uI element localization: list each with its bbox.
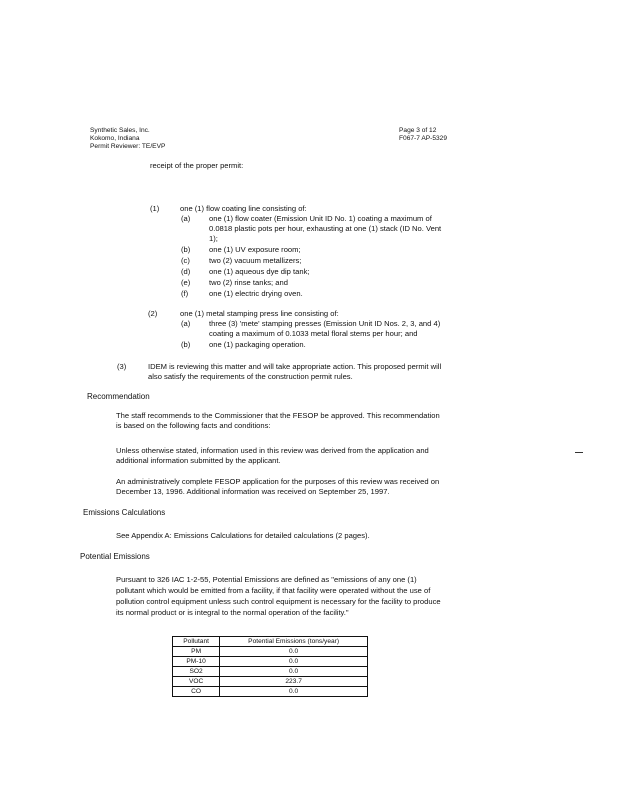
- sub-item-letter: (c): [181, 256, 190, 265]
- sub-item-line: one (1) electric drying oven.: [209, 289, 303, 298]
- table-row: [173, 657, 368, 667]
- section-heading-emissions-calculations: Emissions Calculations: [83, 508, 166, 517]
- sub-item-line: two (2) vacuum metallizers;: [209, 256, 302, 265]
- intro-line: receipt of the proper permit:: [150, 161, 244, 170]
- header-location: Kokomo, Indiana: [90, 135, 140, 142]
- paragraph-line: Unless otherwise stated, information used in this review was derived from the application and: [116, 446, 429, 455]
- paragraph-line: The staff recommends to the Commissioner that the FESOP be approved. This recommendation: [116, 411, 440, 420]
- emissions-cell: 0.0: [220, 687, 368, 697]
- sub-item-letter: (a): [181, 319, 191, 328]
- sub-item-letter: (b): [181, 340, 191, 349]
- emissions-cell: 0.0: [220, 647, 368, 657]
- item-text: one (1) metal stamping press line consisting of:: [180, 309, 339, 318]
- item-text: one (1) flow coating line consisting of:: [180, 204, 307, 213]
- margin-mark: [575, 452, 583, 453]
- emissions-cell: 223.7: [220, 677, 368, 687]
- pollutant-cell: PM-10: [173, 657, 220, 667]
- header-permit-id: F067-7 AP-5329: [399, 135, 448, 142]
- sub-item-line: coating a maximum of 0.1033 metal floral stems per hour; and: [209, 329, 418, 338]
- section-heading-recommendation: Recommendation: [87, 392, 150, 401]
- column-header-potential-emissions: Potential Emissions (tons/year): [220, 637, 368, 647]
- paragraph-line: Pursuant to 326 IAC 1-2-55, Potential Emissions are defined as "emissions of any one (1): [116, 575, 417, 584]
- section-heading-potential-emissions: Potential Emissions: [80, 552, 150, 561]
- pollutant-cell: VOC: [173, 677, 220, 687]
- potential-emissions-table: [172, 636, 368, 697]
- table-row: [173, 677, 368, 687]
- item-number: (2): [148, 309, 158, 318]
- paragraph-line: December 13, 1996. Additional information was received on September 25, 1997.: [116, 487, 390, 496]
- sub-item-letter: (b): [181, 245, 191, 254]
- sub-item-line: three (3) 'mete' stamping presses (Emission Unit ID Nos. 2, 3, and 4): [209, 319, 441, 328]
- paragraph-line: pollutant which would be emitted from a facility, if that facility were operated without the use of: [116, 586, 431, 595]
- table-row: [173, 667, 368, 677]
- emissions-cell: 0.0: [220, 657, 368, 667]
- sub-item-line: one (1) aqueous dye dip tank;: [209, 267, 310, 276]
- sub-item-letter: (d): [181, 267, 191, 276]
- table-header-row: [173, 637, 368, 647]
- sub-item-line: two (2) rinse tanks; and: [209, 278, 288, 287]
- sub-item-line: 0.0818 plastic pots per hour, exhausting at one (1) stack (ID No. Vent: [209, 224, 442, 233]
- table-row: [173, 647, 368, 657]
- sub-item-line: one (1) packaging operation.: [209, 340, 306, 349]
- paragraph-line: is based on the following facts and conditions:: [116, 421, 271, 430]
- sub-item-letter: (a): [181, 214, 191, 223]
- header-company: Synthetic Sales, Inc.: [90, 127, 150, 134]
- item-number: (3): [117, 362, 127, 371]
- sub-item-letter: (f): [181, 289, 189, 298]
- paragraph-line: See Appendix A: Emissions Calculations for detailed calculations (2 pages).: [116, 531, 370, 540]
- paragraph-line: An administratively complete FESOP application for the purposes of this review was received on: [116, 477, 440, 486]
- paragraph-line: additional information submitted by the applicant.: [116, 456, 281, 465]
- table-row: [173, 687, 368, 697]
- column-header-pollutant: Pollutant: [173, 637, 220, 647]
- item-text-line: IDEM is reviewing this matter and will take appropriate action. This proposed permit will: [148, 362, 442, 371]
- header-reviewer: Permit Reviewer: TE/EVP: [90, 143, 166, 150]
- sub-item-line: 1);: [209, 234, 218, 243]
- pollutant-cell: SO2: [173, 667, 220, 677]
- pollutant-cell: CO: [173, 687, 220, 697]
- sub-item-line: one (1) UV exposure room;: [209, 245, 301, 254]
- paragraph-line: its normal product or is integral to the normal operation of the facility.": [116, 608, 349, 617]
- item-text-line: also satisfy the requirements of the construction permit rules.: [148, 372, 353, 381]
- pollutant-cell: PM: [173, 647, 220, 657]
- header-page-number: Page 3 of 12: [399, 127, 437, 134]
- item-number: (1): [150, 204, 160, 213]
- emissions-cell: 0.0: [220, 667, 368, 677]
- sub-item-letter: (e): [181, 278, 191, 287]
- paragraph-line: pollution control equipment unless such control equipment is necessary for the facility to produce: [116, 597, 441, 606]
- sub-item-line: one (1) flow coater (Emission Unit ID No. 1) coating a maximum of: [209, 214, 432, 223]
